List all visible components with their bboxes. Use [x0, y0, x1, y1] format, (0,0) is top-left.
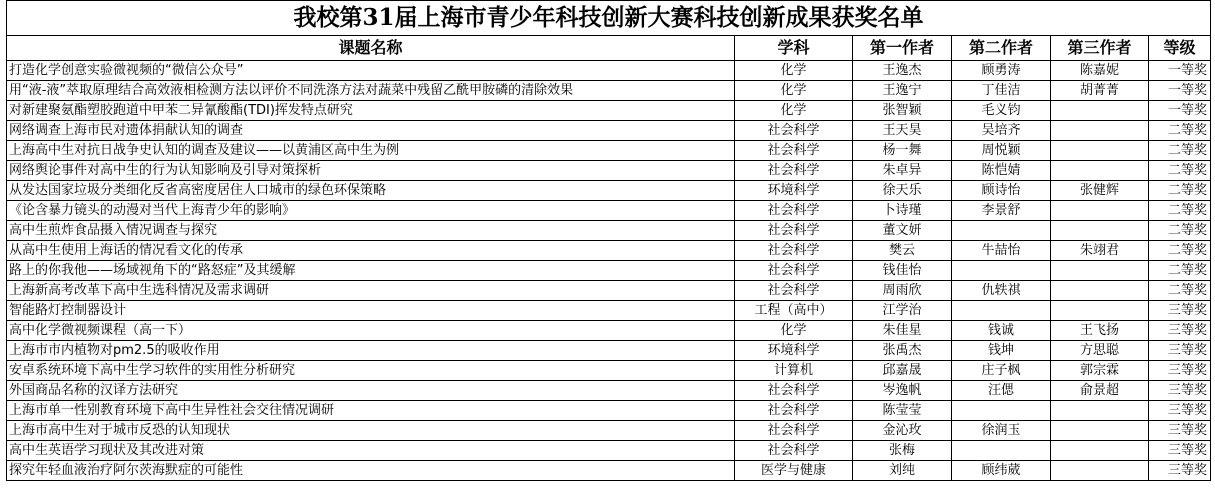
- subject-cell: 社会科学: [735, 221, 853, 241]
- subject-cell: 社会科学: [735, 381, 853, 401]
- topic-cell: 打造化学创意实验微视频的“微信公众号”: [7, 61, 735, 81]
- sheet-title: 我校第31届上海市青少年科技创新大赛科技创新成果获奖名单: [7, 1, 1211, 36]
- topic-cell: 网络调查上海市民对遗体捐献认知的调查: [7, 121, 735, 141]
- subject-cell: 社会科学: [735, 401, 853, 421]
- second-author-cell: 钱坤: [952, 341, 1051, 361]
- level-cell: 三等奖: [1149, 361, 1211, 381]
- third-author-cell: 郭宗霖: [1051, 361, 1149, 381]
- third-author-cell: [1051, 461, 1149, 481]
- level-cell: 二等奖: [1149, 261, 1211, 281]
- level-cell: 二等奖: [1149, 201, 1211, 221]
- first-author-cell: 江学治: [853, 301, 952, 321]
- topic-cell: 从发达国家垃圾分类细化反省高密度居住人口城市的绿色环保策略: [7, 181, 735, 201]
- subject-cell: 工程（高中）: [735, 301, 853, 321]
- first-author-cell: 张禹杰: [853, 341, 952, 361]
- second-author-cell: 仇轶祺: [952, 281, 1051, 301]
- third-author-cell: [1051, 441, 1149, 461]
- third-author-cell: [1051, 101, 1149, 121]
- third-author-cell: 俞景超: [1051, 381, 1149, 401]
- second-author-cell: [952, 221, 1051, 241]
- level-cell: 三等奖: [1149, 301, 1211, 321]
- first-author-cell: 朱卓异: [853, 161, 952, 181]
- topic-cell: 高中生英语学习现状及其改进对策: [7, 441, 735, 461]
- topic-cell: 上海市单一性别教育环境下高中生异性社会交往情况调研: [7, 401, 735, 421]
- first-author-cell: 钱佳怡: [853, 261, 952, 281]
- level-cell: 二等奖: [1149, 181, 1211, 201]
- third-author-cell: [1051, 121, 1149, 141]
- level-cell: 三等奖: [1149, 441, 1211, 461]
- third-author-cell: [1051, 201, 1149, 221]
- topic-cell: 网络舆论事件对高中生的行为认知影响及引导对策探析: [7, 161, 735, 181]
- subject-cell: 社会科学: [735, 281, 853, 301]
- subject-cell: 社会科学: [735, 201, 853, 221]
- table-row: [7, 121, 1211, 141]
- level-cell: 二等奖: [1149, 121, 1211, 141]
- first-author-cell: 金沁玫: [853, 421, 952, 441]
- subject-cell: 化学: [735, 101, 853, 121]
- first-author-cell: 张智颖: [853, 101, 952, 121]
- third-author-cell: [1051, 301, 1149, 321]
- topic-cell: 外国商品名称的汉译方法研究: [7, 381, 735, 401]
- second-author-cell: [952, 441, 1051, 461]
- topic-cell: 《论含暴力镜头的动漫对当代上海青少年的影响》: [7, 201, 735, 221]
- level-cell: 二等奖: [1149, 141, 1211, 161]
- first-author-cell: 邱嘉晟: [853, 361, 952, 381]
- table-row: [7, 261, 1211, 281]
- first-author-cell: 刘纯: [853, 461, 952, 481]
- topic-cell: 用“液-液”萃取原理结合高效液相检测方法以评价不同洗涤方法对蔬菜中残留乙酰甲胺磷的清除效果: [7, 81, 735, 101]
- table-row: [7, 281, 1211, 301]
- topic-cell: 安卓系统环境下高中生学习软件的实用性分析研究: [7, 361, 735, 381]
- topic-cell: 上海市市内植物对pm2.5的吸收作用: [7, 341, 735, 361]
- subject-cell: 社会科学: [735, 161, 853, 181]
- second-author-cell: 牛喆怡: [952, 241, 1051, 261]
- subject-cell: 化学: [735, 61, 853, 81]
- topic-cell: 高中生煎炸食品摄入情况调查与探究: [7, 221, 735, 241]
- first-author-cell: 樊云: [853, 241, 952, 261]
- second-author-cell: 李景舒: [952, 201, 1051, 221]
- first-author-cell: 卜诗瑾: [853, 201, 952, 221]
- topic-cell: 从高中生使用上海话的情况看文化的传承: [7, 241, 735, 261]
- second-author-cell: [952, 301, 1051, 321]
- header-subject: 学科: [735, 36, 853, 61]
- level-cell: 三等奖: [1149, 401, 1211, 421]
- first-author-cell: 杨一舞: [853, 141, 952, 161]
- topic-cell: 高中化学微视频课程（高一下）: [7, 321, 735, 341]
- second-author-cell: [952, 261, 1051, 281]
- subject-cell: 社会科学: [735, 121, 853, 141]
- third-author-cell: 张健辉: [1051, 181, 1149, 201]
- second-author-cell: [952, 401, 1051, 421]
- third-author-cell: [1051, 141, 1149, 161]
- second-author-cell: 吴培齐: [952, 121, 1051, 141]
- subject-cell: 社会科学: [735, 141, 853, 161]
- third-author-cell: 王飞扬: [1051, 321, 1149, 341]
- level-cell: 三等奖: [1149, 421, 1211, 441]
- table-row: [7, 461, 1211, 481]
- table-row: [7, 61, 1211, 81]
- topic-cell: 对新建聚氨酯塑胶跑道中甲苯二异氰酸酯(TDI)挥发特点研究: [7, 101, 735, 121]
- table-row: [7, 301, 1211, 321]
- subject-cell: 社会科学: [735, 261, 853, 281]
- topic-cell: 探究年轻血液治疗阿尔茨海默症的可能性: [7, 461, 735, 481]
- level-cell: 一等奖: [1149, 81, 1211, 101]
- header-second-author: 第二作者: [952, 36, 1051, 61]
- level-cell: 三等奖: [1149, 321, 1211, 341]
- subject-cell: 社会科学: [735, 241, 853, 261]
- subject-cell: 社会科学: [735, 441, 853, 461]
- subject-cell: 化学: [735, 81, 853, 101]
- first-author-cell: 朱佳星: [853, 321, 952, 341]
- second-author-cell: 顾诗怡: [952, 181, 1051, 201]
- level-cell: 三等奖: [1149, 381, 1211, 401]
- second-author-cell: 陈恺婧: [952, 161, 1051, 181]
- table-row: [7, 101, 1211, 121]
- subject-cell: 环境科学: [735, 181, 853, 201]
- first-author-cell: 王逸宁: [853, 81, 952, 101]
- subject-cell: 环境科学: [735, 341, 853, 361]
- table-row: [7, 201, 1211, 221]
- third-author-cell: [1051, 401, 1149, 421]
- second-author-cell: 顾勇涛: [952, 61, 1051, 81]
- second-author-cell: 庄子枫: [952, 361, 1051, 381]
- second-author-cell: 钱诚: [952, 321, 1051, 341]
- topic-cell: 上海新高考改革下高中生选科情况及需求调研: [7, 281, 735, 301]
- header-topic: 课题名称: [7, 36, 735, 61]
- table-row: [7, 81, 1211, 101]
- level-cell: 一等奖: [1149, 101, 1211, 121]
- level-cell: 三等奖: [1149, 461, 1211, 481]
- second-author-cell: 汪偲: [952, 381, 1051, 401]
- header-row: [7, 36, 1211, 61]
- level-cell: 二等奖: [1149, 221, 1211, 241]
- third-author-cell: 陈嘉妮: [1051, 61, 1149, 81]
- table-row: [7, 161, 1211, 181]
- third-author-cell: [1051, 281, 1149, 301]
- first-author-cell: 陈莹莹: [853, 401, 952, 421]
- table-row: [7, 321, 1211, 341]
- third-author-cell: [1051, 421, 1149, 441]
- second-author-cell: 毛义钧: [952, 101, 1051, 121]
- subject-cell: 计算机: [735, 361, 853, 381]
- title-row: [7, 1, 1211, 36]
- first-author-cell: 徐天乐: [853, 181, 952, 201]
- table-row: [7, 401, 1211, 421]
- second-author-cell: 顾纬葳: [952, 461, 1051, 481]
- subject-cell: 医学与健康: [735, 461, 853, 481]
- table-row: [7, 181, 1211, 201]
- second-author-cell: 徐润玉: [952, 421, 1051, 441]
- table-row: [7, 341, 1211, 361]
- topic-cell: 路上的你我他——场域视角下的“路怒症”及其缓解: [7, 261, 735, 281]
- table-row: [7, 361, 1211, 381]
- level-cell: 二等奖: [1149, 281, 1211, 301]
- first-author-cell: 张梅: [853, 441, 952, 461]
- subject-cell: 化学: [735, 321, 853, 341]
- second-author-cell: 丁佳洁: [952, 81, 1051, 101]
- topic-cell: 智能路灯控制器设计: [7, 301, 735, 321]
- topic-cell: 上海市高中生对于城市反恐的认知现状: [7, 421, 735, 441]
- table-row: [7, 381, 1211, 401]
- third-author-cell: [1051, 221, 1149, 241]
- third-author-cell: [1051, 261, 1149, 281]
- first-author-cell: 董文妍: [853, 221, 952, 241]
- first-author-cell: 王天昊: [853, 121, 952, 141]
- level-cell: 二等奖: [1149, 161, 1211, 181]
- subject-cell: 社会科学: [735, 421, 853, 441]
- header-first-author: 第一作者: [853, 36, 952, 61]
- table-row: [7, 141, 1211, 161]
- table-row: [7, 441, 1211, 461]
- header-level: 等级: [1149, 36, 1211, 61]
- table-row: [7, 421, 1211, 441]
- topic-cell: 上海高中生对抗日战争史认知的调查及建议——以黄浦区高中生为例: [7, 141, 735, 161]
- award-table: [6, 0, 1211, 481]
- third-author-cell: 朱翊君: [1051, 241, 1149, 261]
- first-author-cell: 周雨欣: [853, 281, 952, 301]
- header-third-author: 第三作者: [1051, 36, 1149, 61]
- third-author-cell: [1051, 161, 1149, 181]
- table-row: [7, 241, 1211, 261]
- level-cell: 一等奖: [1149, 61, 1211, 81]
- second-author-cell: 周悦颖: [952, 141, 1051, 161]
- level-cell: 三等奖: [1149, 341, 1211, 361]
- third-author-cell: 胡菁菁: [1051, 81, 1149, 101]
- first-author-cell: 王逸杰: [853, 61, 952, 81]
- table-row: [7, 221, 1211, 241]
- first-author-cell: 岑逸帆: [853, 381, 952, 401]
- third-author-cell: 方思聪: [1051, 341, 1149, 361]
- level-cell: 二等奖: [1149, 241, 1211, 261]
